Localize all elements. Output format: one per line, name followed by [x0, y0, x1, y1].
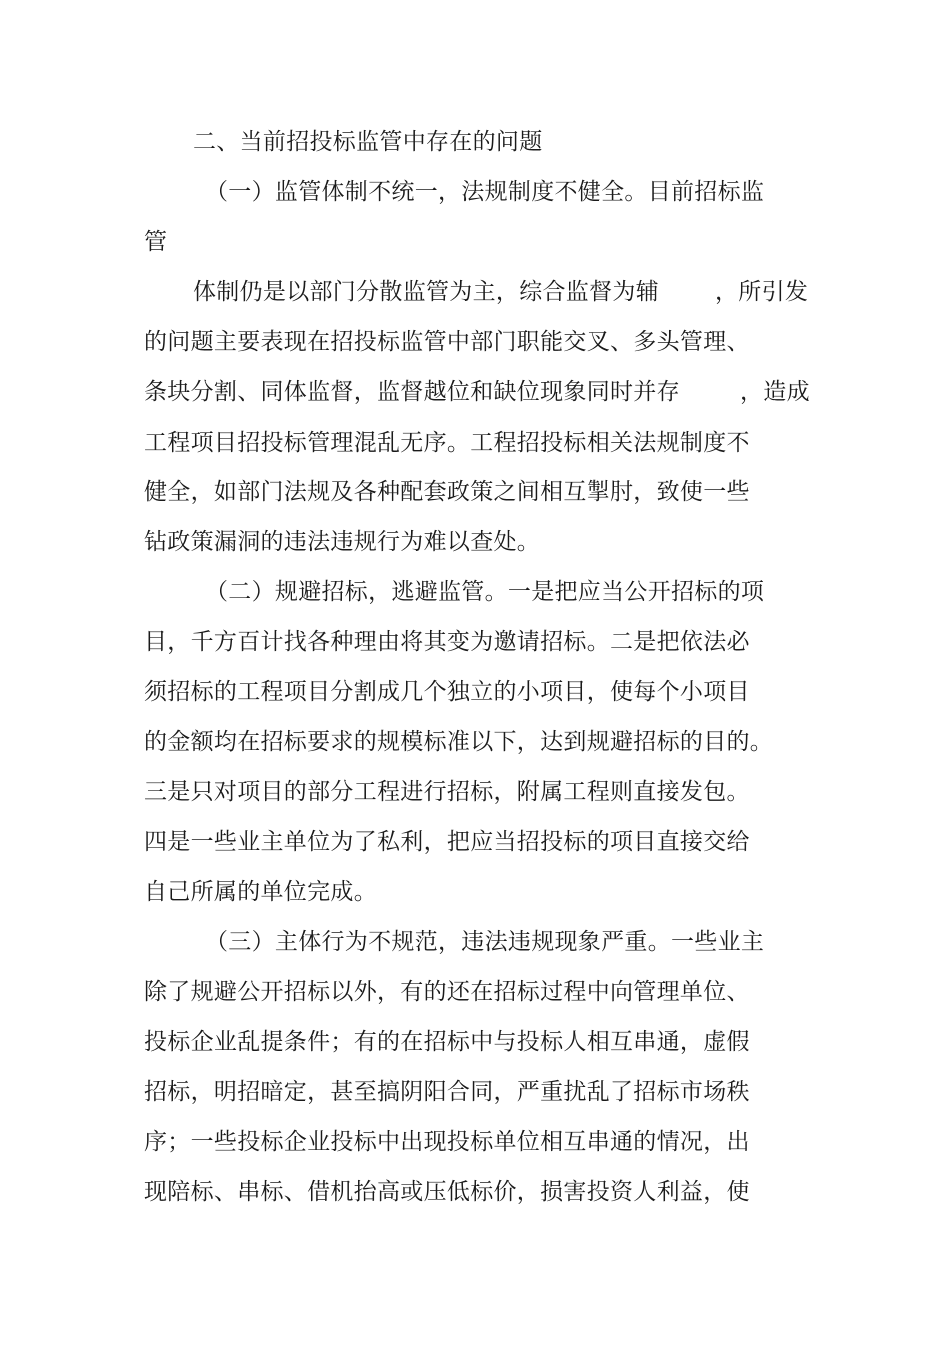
- paragraph-line: 目，千方百计找各种理由将其变为邀请招标。二是把依法必: [144, 629, 750, 655]
- paragraph-line: 自己所属的单位完成。: [144, 879, 377, 905]
- section-heading: 二、当前招投标监管中存在的问题: [193, 129, 543, 155]
- paragraph-line: 四是一些业主单位为了私利，把应当招投标的项目直接交给: [144, 829, 750, 855]
- paragraph-line: ，造成: [740, 379, 810, 405]
- paragraph-line: 钻政策漏洞的违法违规行为难以查处。: [144, 529, 541, 555]
- paragraph-line: （一）监管体制不统一，法规制度不健全。目前招标监: [205, 179, 765, 205]
- paragraph-line: 条块分割、同体监督，监督越位和缺位现象同时并存: [144, 379, 680, 405]
- paragraph-line: （二）规避招标，逃避监管。一是把应当公开招标的项: [205, 579, 765, 605]
- paragraph-line: 的问题主要表现在招投标监管中部门职能交叉、多头管理、: [144, 329, 750, 355]
- paragraph-line: 工程项目招投标管理混乱无序。工程招投标相关法规制度不: [144, 430, 750, 456]
- paragraph-line: 现陪标、串标、借机抬高或压低标价，损害投资人利益，使: [144, 1179, 750, 1205]
- paragraph-line: 除了规避公开招标以外，有的还在招标过程中向管理单位、: [144, 979, 750, 1005]
- paragraph-line: 三是只对项目的部分工程进行招标，附属工程则直接发包。: [144, 779, 750, 805]
- paragraph-line: （三）主体行为不规范，违法违规现象严重。一些业主: [205, 929, 765, 955]
- paragraph-line: 须招标的工程项目分割成几个独立的小项目，使每个小项目: [144, 679, 750, 705]
- paragraph-line: 序；一些投标企业投标中出现投标单位相互串通的情况，出: [144, 1129, 750, 1155]
- paragraph-line: ，所引发: [715, 279, 809, 305]
- paragraph-line: 管: [144, 229, 168, 255]
- paragraph-line: 的金额均在招标要求的规模标准以下，达到规避招标的目的。: [144, 729, 774, 755]
- paragraph-line: 体制仍是以部门分散监管为主，综合监督为辅: [193, 279, 659, 305]
- paragraph-line: 健全，如部门法规及各种配套政策之间相互掣肘，致使一些: [144, 479, 750, 505]
- paragraph-line: 投标企业乱提条件；有的在招标中与投标人相互串通，虚假: [144, 1029, 750, 1055]
- paragraph-line: 招标，明招暗定，甚至搞阴阳合同，严重扰乱了招标市场秩: [144, 1079, 750, 1105]
